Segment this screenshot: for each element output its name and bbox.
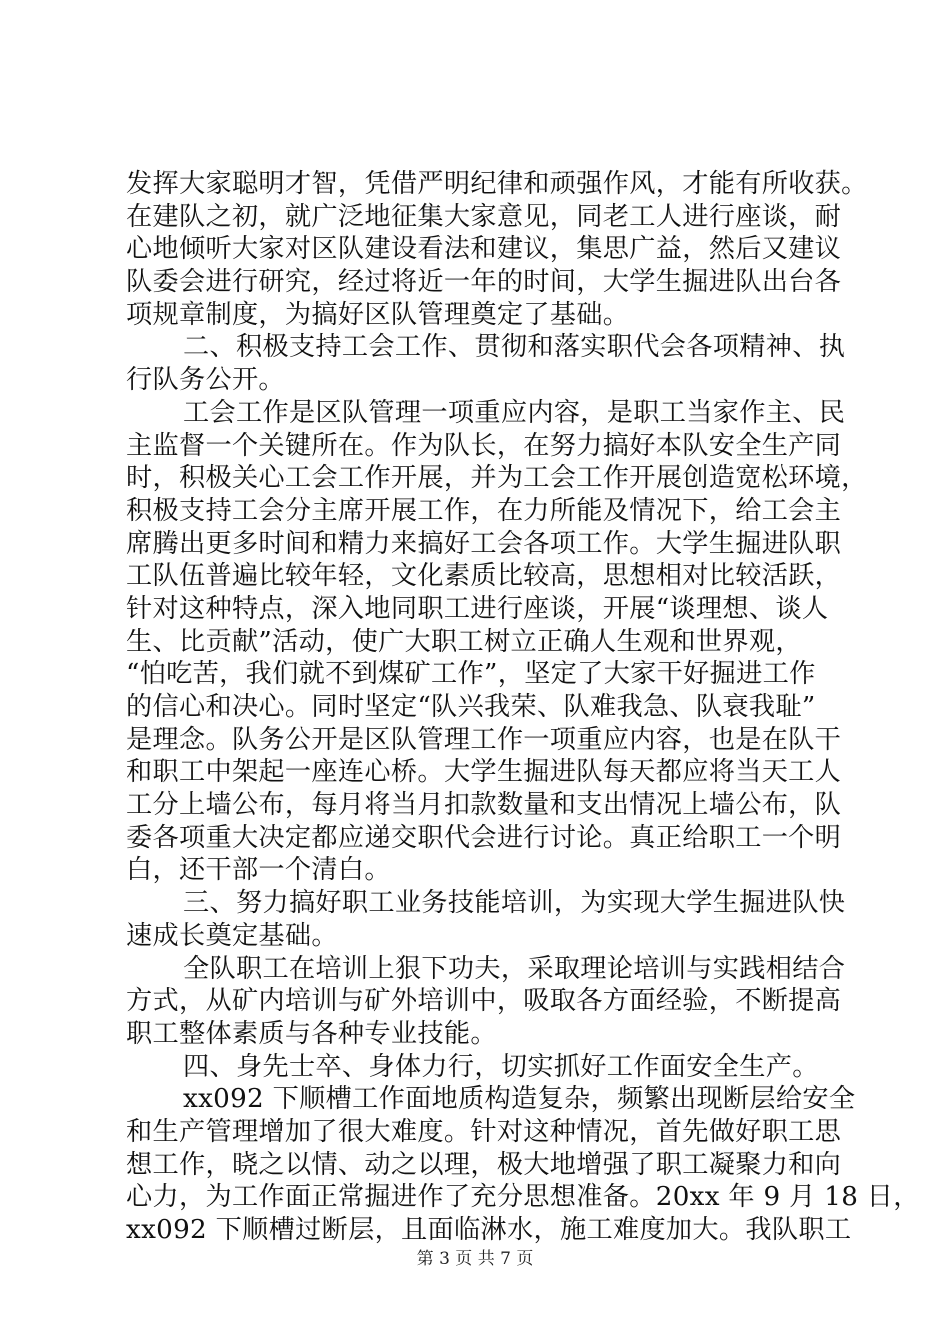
section-heading: 行队务公开。 [126,365,285,396]
text-line: 在建队之初，就广泛地征集大家意见，同老工人进行座谈，耐 [126,201,842,232]
text-line: 是理念。队务公开是区队管理工作一项重应内容，也是在队干 [126,724,842,755]
text-line: 心地倾听大家对区队建设看法和建议，集思广益，然后又建议 [126,234,842,265]
text-line: “怕吃苦，我们就不到煤矿工作”，坚定了大家干好掘进工作 [126,659,816,690]
text-line: 发挥大家聪明才智，凭借严明纪律和顽强作风，才能有所收获。 [126,169,868,199]
text-line: 工分上墙公布，每月将当月扣款数量和支出情况上墙公布，队 [126,790,842,821]
text-line: 时，积极关心工会工作开展，并为工会工作开展创造宽松环境， [126,463,868,494]
section-heading: 速成长奠定基础。 [126,920,338,951]
text-line: 工队伍普遍比较年轻，文化素质比较高，思想相对比较活跃， [126,561,842,592]
text-line: 席腾出更多时间和精力来搞好工会各项工作。大学生掘进队职 [126,528,842,559]
text-line: 和生产管理增加了很大难度。针对这种情况，首先做好职工思 [126,1116,842,1147]
text-line: 项规章制度，为搞好区队管理奠定了基础。 [126,299,630,330]
text-line: 方式，从矿内培训与矿外培训中，吸取各方面经验，不断提高 [126,986,842,1017]
text-line: 心力，为工作面正常掘进作了充分思想准备。20xx 年 9 月 18 日， [126,1182,920,1213]
text-line: 和职工中架起一座连心桥。大学生掘进队每天都应将当天工人 [126,757,842,788]
section-heading: 二、积极支持工会工作、贯彻和落实职代会各项精神、执 [183,332,846,363]
text-line: 职工整体素质与各种专业技能。 [126,1018,497,1049]
text-line: xx092 下顺槽工作面地质构造复杂，频繁出现断层给安全 [183,1084,856,1115]
text-line: 全队职工在培训上狠下功夫，采取理论培训与实践相结合 [183,953,846,984]
text-line: 想工作，晓之以情、动之以理，极大地增强了职工凝聚力和向 [126,1149,842,1180]
page-footer: 第 3 页 共 7 页 [416,1249,534,1269]
section-heading: 四、身先士卒、身体力行，切实抓好工作面安全生产。 [183,1051,819,1082]
text-line: 的信心和决心。同时坚定“队兴我荣、队难我急、队衰我耻” [126,692,816,722]
text-line: 生、比贡献”活动，使广大职工树立正确人生观和世界观， [126,626,802,657]
text-line: 积极支持工会分主席开展工作，在力所能及情况下，给工会主 [126,495,842,526]
text-line: xx092 下顺槽过断层，且面临淋水，施工难度加大。我队职工 [126,1215,852,1245]
text-line: 委各项重大决定都应递交职代会进行讨论。真正给职工一个明 [126,822,842,853]
text-line: 工会工作是区队管理一项重应内容，是职工当家作主、民 [183,397,846,428]
text-line: 主监督一个关键所在。作为队长，在努力搞好本队安全生产同 [126,430,842,461]
body-text [126,168,920,1247]
text-line: 针对这种特点，深入地同职工进行座谈，开展“谈理想、谈人 [126,593,829,624]
text-line: 白，还干部一个清白。 [126,855,391,886]
section-heading: 三、努力搞好职工业务技能培训，为实现大学生掘进队快 [183,888,846,919]
text-line: 队委会进行研究，经过将近一年的时间，大学生掘进队出台各 [126,267,842,298]
